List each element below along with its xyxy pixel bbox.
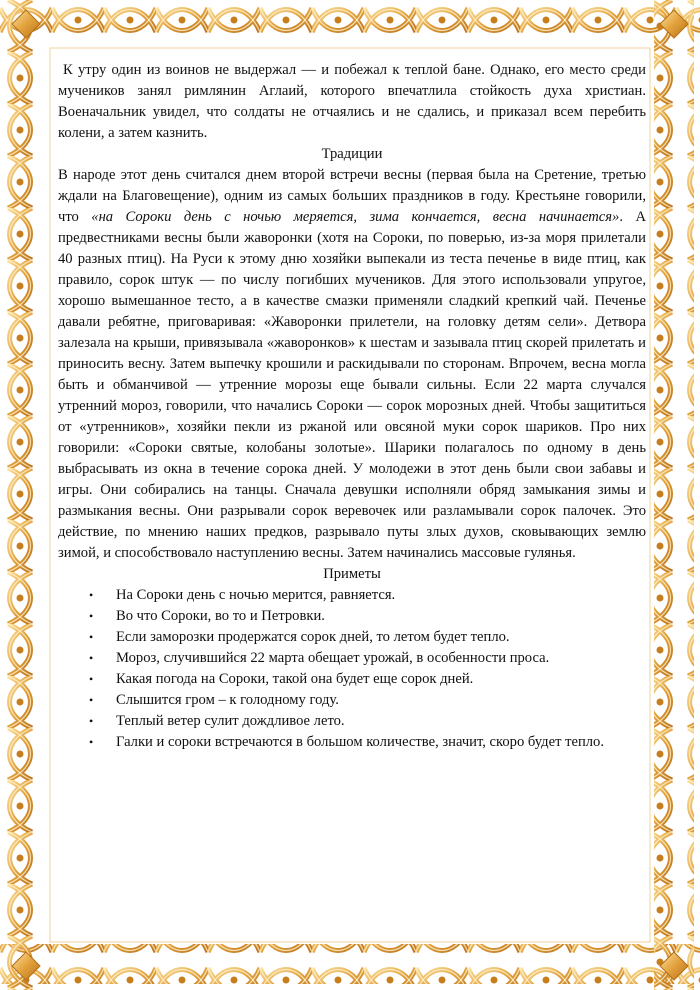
bullet-icon: • [89, 714, 94, 728]
bullet-icon: • [89, 672, 94, 686]
bullet-icon: • [89, 735, 94, 749]
bullet-icon: • [89, 588, 94, 602]
traditions-heading: Традиции [321, 146, 383, 162]
list-item-text: Галки и сороки встречаются в большом количестве, значит, скоро будет тепло. [116, 734, 604, 750]
traditions-text-2: . А предвестниками весны были жаворонки (хотя на Сороки, по поверью, из-за моря прилетали 40 разных птиц). На Руси к этому дню хозяйки выпекали из теста печенье в виде птиц, как правило, сорок штук — по числу погибших мучеников. Для этого использовали упругое, хорошо вымешанное тесто, а в качестве смазки применяли сладкий крепкий чай. Печенье давали ребятне, приговаривая: «Жаворонки прилетели, на головку детям сели». Детвора залезала на крыши, привязывала «жаворонков» к шестам и зазывала птиц скорей прилетать и приносить весну. Затем выпечку крошили и раскидывали по сторонам. Впрочем, весна могла быть и обманчивой — утренние морозы еще бывали сильны. Если 22 марта случался утренний мороз, говорили, что начались Сороки — сорок морозных дней. Чтобы защититься от «утренников», хозяйки пекли из ржаной или овсяной муки сорок шариков. Про них говорили: «Сороки святые, колобаны золотые». Шарики полагалось по одному в день выбрасывать из окна в течение сорока дней. У молодежи в этот день были свои забавы и игры. Они собирались на танцы. Сначала девушки исполняли обряд замыкания зимы и размыкания весны. Они разрывали сорок веревочек или разламывали сорок палочек. Это действие, по мнению наших предков, разрывало путы злых духов, сковывающих землю зимой, и способствовало наступлению весны. Затем начинались массовые гулянья. [58, 209, 646, 561]
list-item [89, 732, 646, 753]
signs-list [58, 585, 646, 753]
bullet-icon: • [89, 630, 94, 644]
bullet-icon: • [89, 693, 94, 707]
bullet-icon: • [89, 651, 94, 665]
page-content [58, 60, 646, 753]
traditions-paragraph [58, 165, 646, 564]
list-item [89, 627, 646, 648]
list-item-text: Какая погода на Сороки, такой она будет еще сорок дней. [116, 671, 474, 687]
list-item-text: Мороз, случившийся 22 марта обещает урожай, в особенности проса. [116, 650, 550, 666]
list-item [89, 711, 646, 732]
list-item-text: Если заморозки продержатся сорок дней, то летом будет тепло. [116, 629, 510, 645]
list-item-text: Слышится гром – к голодному году. [116, 692, 339, 708]
list-item [89, 690, 646, 711]
traditions-quote: «на Сороки день с ночью меряется, зима кончается, весна начинается» [91, 209, 620, 225]
intro-paragraph: К утру один из воинов не выдержал — и побежал к теплой бане. Однако, его место среди мучеников занял римлянин Аглаий, которого впечатлила стойкость духа христиан. Военачальник увидел, что солдаты не отчаялись и не сдались, и приказал всем перебить колени, а затем казнить. [58, 62, 646, 141]
list-item [89, 648, 646, 669]
list-item-text: Теплый ветер сулит дождливое лето. [116, 713, 345, 729]
traditions-text-1: В народе этот день считался днем второй встречи весны (первая была на Сретение, третью ждали на Благовещение), одним из самых больших праздников в году. Крестьяне говорили, что [58, 167, 646, 225]
list-item [89, 669, 646, 690]
bullet-icon: • [89, 609, 94, 623]
list-item-text: Во что Сороки, во то и Петровки. [116, 608, 325, 624]
list-item-text: На Сороки день с ночью мерится, равняется. [116, 587, 396, 603]
list-item [89, 585, 646, 606]
signs-heading: Приметы [323, 566, 381, 582]
list-item [89, 606, 646, 627]
